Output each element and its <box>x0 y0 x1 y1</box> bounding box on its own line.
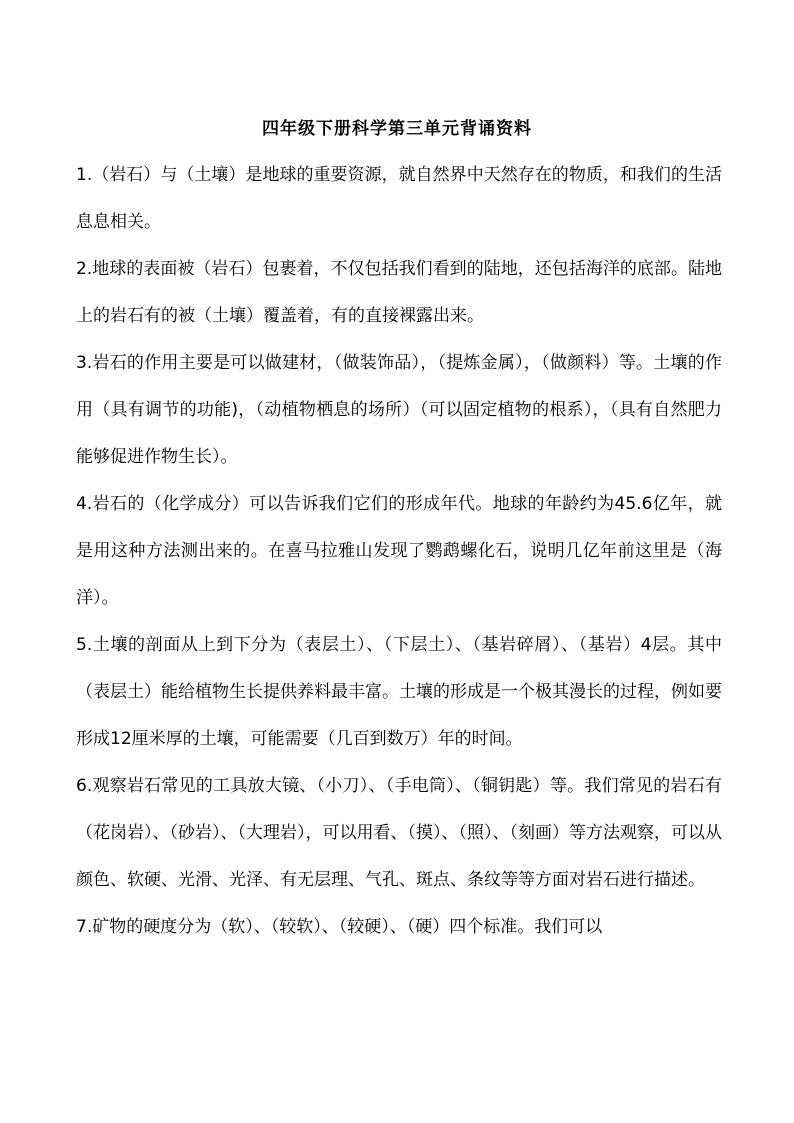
paragraph-3: 3.岩石的作用主要是可以做建材，（做装饰品），（提炼金属），（做颜料）等。土壤的作用（具有调节的功能)，（动植物栖息的场所）（可以固定植物的根系），（具有自然肥力能够促进作物生长）。 <box>76 353 722 467</box>
paragraph-1: 1.（岩石）与（土壤）是地球的重要资源，就自然界中天然存在的物质，和我们的生活息息相关。 <box>76 165 722 232</box>
document-title: 四年级下册科学第三单元背诵资料 <box>262 119 532 139</box>
paragraph-5: 5.土壤的剖面从上到下分为（表层土）、（下层土）、（基岩碎屑）、（基岩）4层。其中（表层土）能给植物生长提供养料最丰富。土壤的形成是一个极其漫长的过程，例如要形成12厘米厚的土壤，可能需要（几百到数万）年的时间。 <box>76 635 722 749</box>
paragraph-2: 2.地球的表面被（岩石）包裹着，不仅包括我们看到的陆地，还包括海洋的底部。陆地上的岩石有的被（土壤）覆盖着，有的直接裸露出来。 <box>76 259 722 326</box>
paragraph-6: 6.观察岩石常见的工具放大镜、（小刀）、（手电筒）、（铜钥匙）等。我们常见的岩石有（花岗岩）、（砂岩）、（大理岩），可以用看、（摸）、（照）、（刻画）等方法观察，可以从颜色、软硬、光滑、光泽、有无层理、气孔、斑点、条纹等等方面对岩石进行描述。 <box>76 776 722 890</box>
document-body <box>76 152 722 951</box>
paragraph-4: 4.岩石的（化学成分）可以告诉我们它们的形成年代。地球的年龄约为45.6亿年，就是用这种方法测出来的。在喜马拉雅山发现了鹦鹉螺化石，说明几亿年前这里是（海洋）。 <box>76 494 722 608</box>
paragraph-7: 7.矿物的硬度分为（软）、（较软）、（较硬）、（硬）四个标准。我们可以 <box>76 917 603 937</box>
